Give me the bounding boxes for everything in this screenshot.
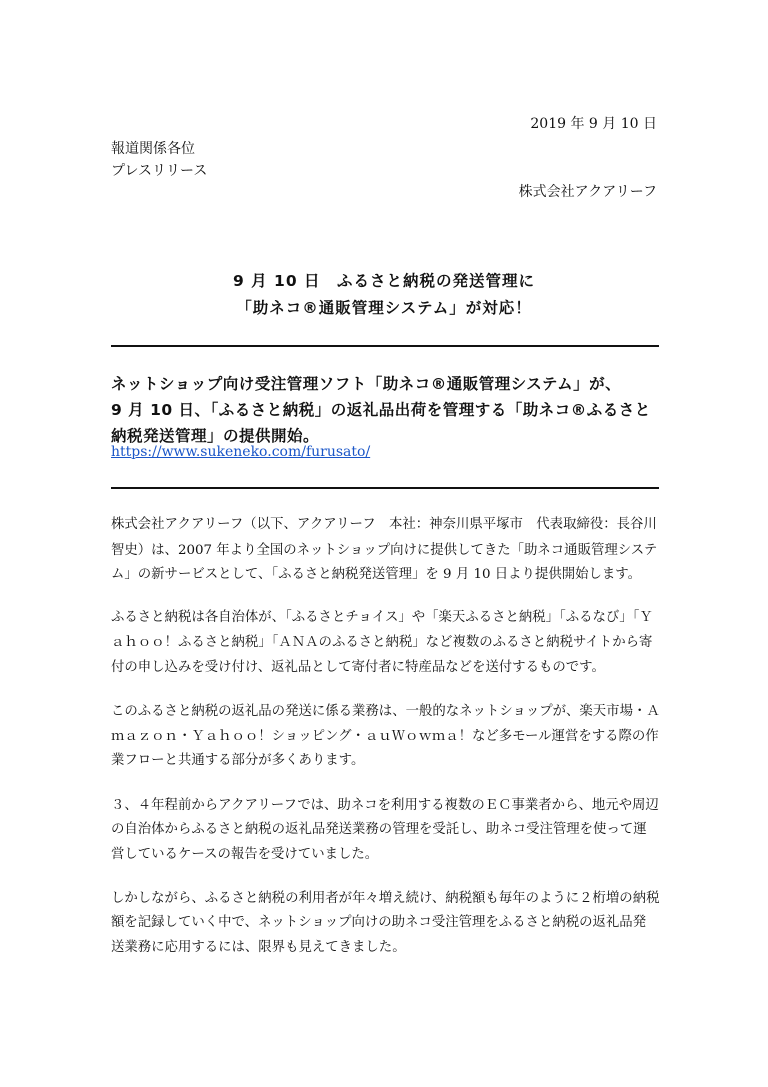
body-p4-line: の自治体からふるさと納税の返礼品発送業務の管理を受託し、助ネコ受注管理を使って運 [111, 822, 647, 837]
body-p2-line: ａｈｏｏ！ふるさと納税」「ＡＮＡのふるさと納税」など複数のふるさと納税サイトから寄 [111, 635, 653, 650]
lead-line-2: 9 月 10 日、「ふるさと納税」の返礼品出荷を管理する「助ネコ®ふるさと [111, 401, 651, 419]
body-p5-line: 額を記録していく中で、ネットショップ向けの助ネコ受注管理をふるさと納税の返礼品発 [111, 915, 647, 930]
furusato-url-link[interactable]: https://www.sukeneko.com/furusato/ [111, 444, 371, 460]
headline-line-2: 「助ネコ®通販管理システム」が対応！ [236, 299, 532, 317]
body-p1-line: 株式会社アクアリーフ（以下、アクアリーフ 本社：神奈川県平塚市 代表取締役：長谷川 [111, 517, 657, 532]
headline-line-1: 9 月 10 日 ふるさと納税の発送管理に [232, 272, 536, 290]
body-p4-line: ３、４年程前からアクアリーフでは、助ネコを利用する複数のＥＣ事業者から、地元や周辺 [111, 798, 659, 813]
divider-top [111, 345, 659, 347]
body-p2-line: 付の申し込みを受け付け、返礼品として寄付者に特産品などを送付するものです。 [111, 660, 605, 675]
release-date: 2019 年 9 月 10 日 [530, 116, 657, 132]
body-p1-line: 智史）は、2007 年より全国のネットショップ向けに提供してきた「助ネコ通販管理システ [111, 543, 658, 558]
body-p3-line: 業フローと共通する部分が多くあります。 [111, 753, 365, 768]
divider-bottom [111, 487, 659, 489]
body-p4-line: 営しているケースの報告を受けていました。 [111, 847, 379, 862]
body-p1-line: ム」の新サービスとして、「ふるさと納税発送管理」を 9 月 10 日より提供開始します。 [111, 567, 641, 582]
body-p5-line: しかしながら、ふるさと納税の利用者が年々増え続け、納税額も毎年のように２桁増の納税 [111, 891, 660, 906]
company-name: 株式会社アクアリーフ [518, 184, 657, 200]
lead-line-3: 納税発送管理」の提供開始。 [111, 427, 320, 445]
body-p2-line: ふるさと納税は各自治体が、「ふるさとチョイス」や「楽天ふるさと納税」「ふるなび」「Ｙ [111, 610, 653, 625]
body-p3-line: このふるさと納税の返礼品の発送に係る業務は、一般的なネットショップが、楽天市場・Ａ [111, 704, 660, 719]
lead-line-1: ネットショップ向け受注管理ソフト「助ネコ®通販管理システム」が、 [111, 375, 622, 393]
body-p3-line: ｍａｚｏｎ・Ｙａｈｏｏ！ショッピング・ａｕＷｏｗｍａ！など多モール運営をする際の作 [111, 729, 659, 744]
body-p5-line: 送業務に応用するには、限界も見えてきました。 [111, 940, 406, 955]
recipients-line: 報道関係各位 [111, 141, 195, 157]
document-type: プレスリリース [111, 163, 208, 179]
